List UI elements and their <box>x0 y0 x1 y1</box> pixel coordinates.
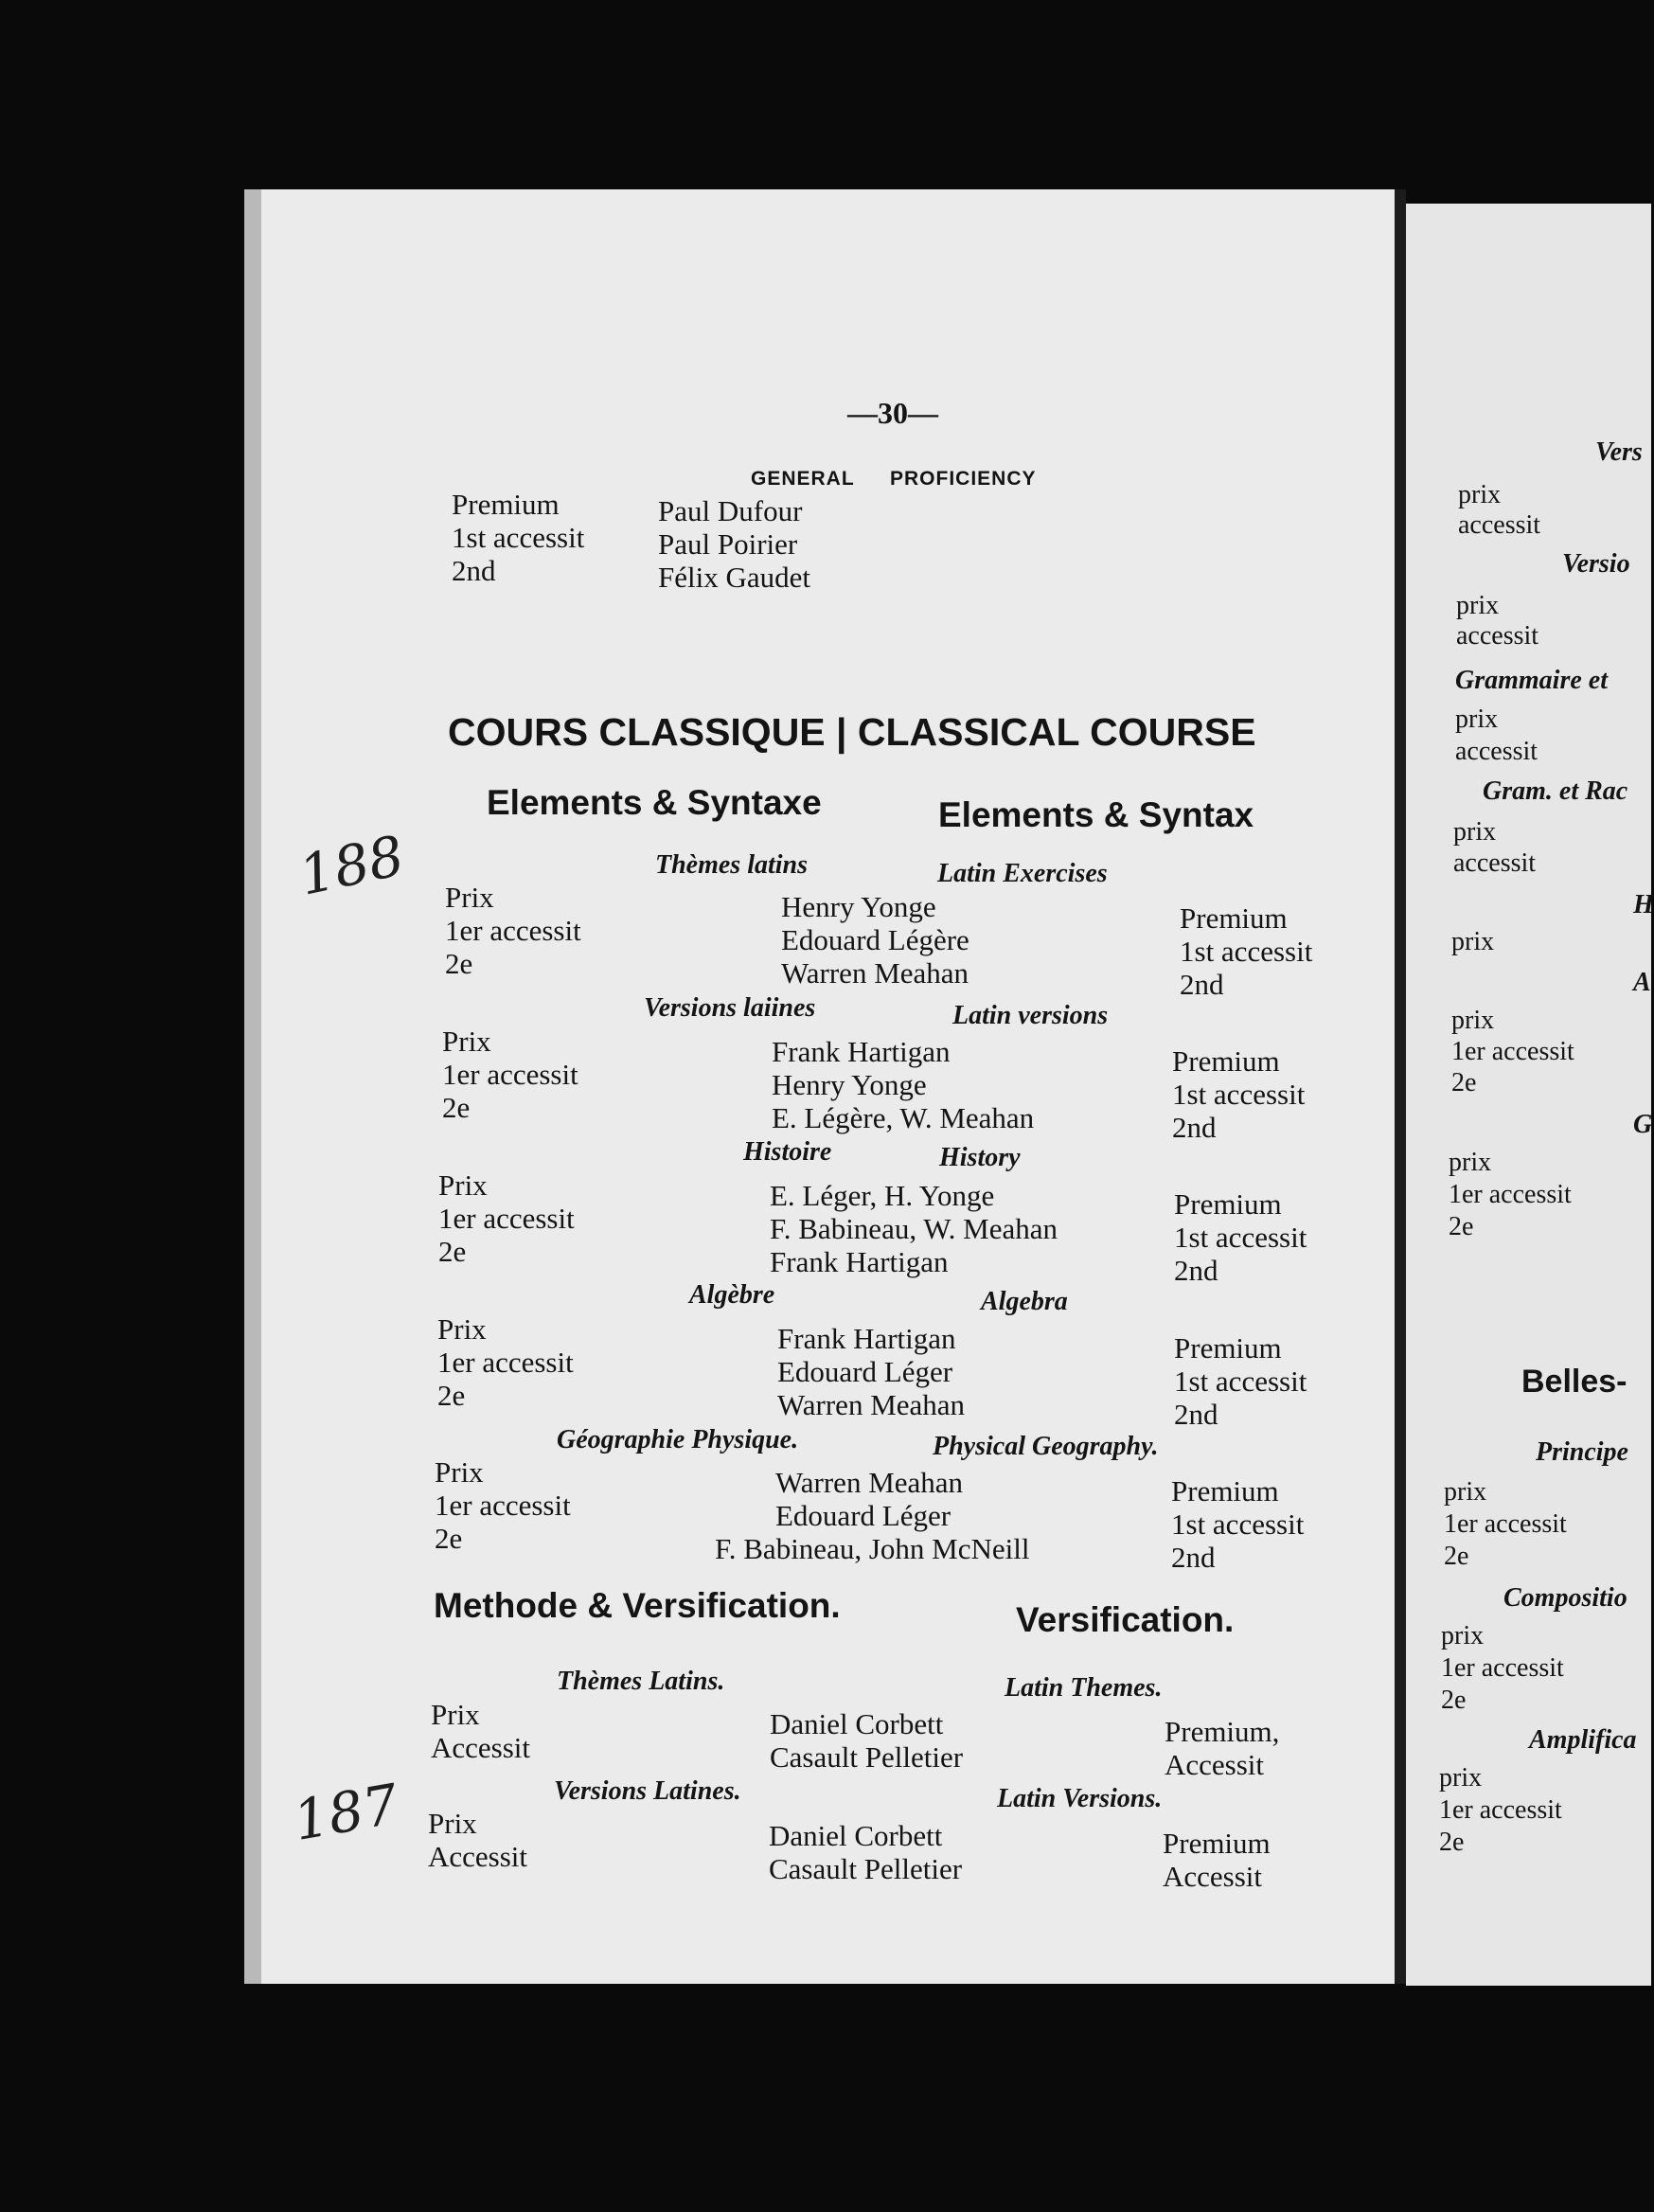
page-number: —30— <box>847 396 938 430</box>
section-right-labels <box>1180 901 1312 1001</box>
section-left-labels <box>437 1312 574 1412</box>
next-page-item: prix <box>1453 817 1497 847</box>
next-page-item: 2e <box>1449 1212 1474 1241</box>
section-left-labels <box>445 881 581 980</box>
section-title-en: Latin Themes. <box>1005 1673 1163 1703</box>
label: 2e <box>442 1091 471 1124</box>
section-title-fr: Algèbre <box>689 1280 775 1310</box>
name: Daniel Corbett <box>769 1819 943 1852</box>
section-names <box>770 1707 963 1774</box>
elements-en-title: Elements & Syntax <box>938 795 1254 834</box>
section-names <box>715 1466 1029 1565</box>
name: Daniel Corbett <box>770 1707 944 1740</box>
next-page-item: prix <box>1444 1477 1487 1507</box>
section-right-labels <box>1171 1474 1304 1574</box>
next-page-heading: Compositio <box>1503 1583 1627 1613</box>
next-page-item: 2e <box>1439 1828 1465 1857</box>
label: Premium <box>1174 1331 1282 1365</box>
next-page-item: prix <box>1439 1763 1483 1793</box>
name: Henry Yonge <box>781 890 936 923</box>
label: Prix <box>442 1025 491 1058</box>
next-page-heading: Principe <box>1536 1437 1628 1467</box>
general-heading-right: PROFICIENCY <box>890 468 1037 490</box>
section-right-labels <box>1174 1187 1307 1287</box>
label: Prix <box>438 1168 488 1202</box>
section-title-en: History <box>939 1143 1021 1172</box>
label: Premium <box>1163 1827 1271 1860</box>
next-page-item: accessit <box>1456 621 1539 651</box>
name: Frank Hartigan <box>770 1245 949 1278</box>
label: Prix <box>437 1312 487 1346</box>
name: Edouard Léger <box>775 1499 951 1532</box>
label: Premium <box>1174 1187 1282 1221</box>
section-title-fr: Histoire <box>743 1137 832 1167</box>
main-title: COURS CLASSIQUE | CLASSICAL COURSE <box>448 710 1256 754</box>
next-page-item: 2e <box>1451 1068 1477 1097</box>
name: Frank Hartigan <box>772 1035 951 1068</box>
label: 1st accessit <box>1180 935 1313 968</box>
next-page-item: prix <box>1451 1006 1495 1035</box>
label: 2nd <box>1174 1398 1218 1431</box>
name: Warren Meahan <box>775 1466 964 1499</box>
label: Premium <box>452 488 560 521</box>
next-page-heading: G <box>1633 1110 1653 1139</box>
section-names <box>770 1179 1058 1278</box>
next-page-item: 1er accessit <box>1449 1180 1572 1209</box>
section-title-fr: Versions Latines. <box>554 1776 741 1806</box>
label: 1st accessit <box>1174 1221 1307 1254</box>
section-right-labels <box>1172 1044 1305 1144</box>
label: 1er accessit <box>442 1058 578 1091</box>
next-page-item: prix <box>1458 480 1502 509</box>
label: 2nd <box>1174 1254 1218 1287</box>
book-page-right <box>1406 204 1651 1986</box>
next-page-item: prix <box>1451 927 1495 956</box>
next-page-heading: H <box>1633 890 1654 919</box>
name: Henry Yonge <box>772 1068 927 1101</box>
section-left-labels <box>442 1025 578 1124</box>
section-title-fr: Versions laiines <box>644 993 816 1023</box>
general-names <box>658 494 810 594</box>
next-page-heading: Grammaire et <box>1455 666 1608 695</box>
name: Warren Meahan <box>777 1388 966 1421</box>
name: F. Babineau, W. Meahan <box>770 1212 1058 1245</box>
label: Prix <box>431 1698 480 1731</box>
name: Casault Pelletier <box>770 1740 964 1774</box>
next-page-heading: A <box>1633 968 1651 997</box>
section-title-en: Latin versions <box>952 1001 1109 1030</box>
name: Félix Gaudet <box>658 561 810 594</box>
label: Premium <box>1172 1044 1280 1078</box>
next-page-heading: Amplifica <box>1529 1725 1637 1755</box>
section-names <box>769 1819 962 1885</box>
label: 1er accessit <box>435 1489 571 1522</box>
next-page-item: accessit <box>1458 510 1541 540</box>
section-right-labels <box>1174 1331 1307 1431</box>
name: Edouard Léger <box>777 1355 953 1388</box>
label: 2e <box>438 1235 467 1268</box>
name: Edouard Légère <box>781 923 969 956</box>
section-names <box>781 890 969 990</box>
next-page-item: 1er accessit <box>1441 1653 1564 1683</box>
next-page-heading: Versio <box>1562 549 1630 579</box>
next-page-item: 2e <box>1444 1542 1469 1571</box>
label: 1st accessit <box>1172 1078 1306 1111</box>
section-title-en: Algebra <box>981 1287 1068 1316</box>
label: Prix <box>428 1807 477 1840</box>
label: 1er accessit <box>438 1202 575 1235</box>
name: E. Légère, W. Meahan <box>772 1101 1035 1134</box>
label: 1er accessit <box>445 914 581 947</box>
label: 2nd <box>452 554 496 587</box>
next-page-item: prix <box>1441 1621 1485 1650</box>
name: Paul Dufour <box>658 494 803 527</box>
label: 2nd <box>1171 1541 1216 1574</box>
next-page-item: prix <box>1456 591 1500 620</box>
section-names <box>777 1322 965 1421</box>
elements-fr-title: Elements & Syntaxe <box>487 783 822 822</box>
handwritten-note-bottom: 187 <box>288 1771 403 1854</box>
next-page-heading: Gram. et Rac <box>1483 776 1628 806</box>
label: 2e <box>435 1522 463 1555</box>
label: Premium <box>1180 901 1288 935</box>
book-gutter <box>1395 189 1406 1984</box>
label: 1er accessit <box>437 1346 574 1379</box>
next-page-section-title: Belles- <box>1521 1364 1627 1400</box>
label: 2nd <box>1172 1111 1217 1144</box>
next-page-item: prix <box>1449 1148 1492 1177</box>
methode-fr-title: Methode & Versification. <box>434 1586 841 1625</box>
label: 1st accessit <box>1174 1365 1307 1398</box>
section-right-labels <box>1165 1715 1279 1781</box>
label: 1st accessit <box>1171 1507 1305 1541</box>
section-title-fr: Thèmes Latins. <box>557 1667 725 1696</box>
name: Warren Meahan <box>781 956 969 990</box>
next-page-item: 1er accessit <box>1451 1037 1574 1066</box>
label: Accessit <box>1165 1748 1265 1781</box>
label: Premium <box>1171 1474 1279 1507</box>
next-page-item: prix <box>1455 705 1499 734</box>
section-title-en: Latin Exercises <box>937 859 1108 888</box>
section-left-labels <box>435 1455 571 1555</box>
name: E. Léger, H. Yonge <box>770 1179 995 1212</box>
next-page-item: 2e <box>1441 1686 1467 1715</box>
name: F. Babineau, John McNeill <box>715 1532 1030 1565</box>
label: Accessit <box>428 1840 528 1873</box>
label: Prix <box>445 881 494 914</box>
section-right-labels <box>1163 1827 1271 1893</box>
section-names <box>772 1035 1034 1134</box>
general-heading-left: GENERAL <box>751 468 855 490</box>
name: Casault Pelletier <box>769 1852 963 1885</box>
label: Accessit <box>431 1731 531 1764</box>
general-labels <box>452 488 584 587</box>
section-left-labels <box>428 1807 527 1873</box>
section-title-en: Physical Geography. <box>933 1432 1159 1461</box>
next-page-item: accessit <box>1455 737 1538 766</box>
label: Prix <box>435 1455 484 1489</box>
name: Paul Poirier <box>658 527 798 561</box>
next-page-heading: Vers <box>1595 437 1643 467</box>
section-title-en: Latin Versions. <box>997 1784 1163 1813</box>
section-title-fr: Géographie Physique. <box>557 1425 799 1454</box>
section-left-labels <box>431 1698 530 1764</box>
label: 1st accessit <box>452 521 585 554</box>
next-page-item: accessit <box>1453 848 1537 878</box>
label: 2e <box>445 947 473 980</box>
methode-en-title: Versification. <box>1016 1600 1235 1639</box>
label: Accessit <box>1163 1860 1263 1893</box>
label: 2nd <box>1180 968 1224 1001</box>
handwritten-note-top: 188 <box>293 823 410 908</box>
next-page-item: 1er accessit <box>1439 1795 1562 1825</box>
label: Premium, <box>1165 1715 1280 1748</box>
section-title-fr: Thèmes latins <box>655 850 809 880</box>
next-page-item: 1er accessit <box>1444 1509 1567 1539</box>
label: 2e <box>437 1379 466 1412</box>
section-left-labels <box>438 1168 575 1268</box>
name: Frank Hartigan <box>777 1322 956 1355</box>
